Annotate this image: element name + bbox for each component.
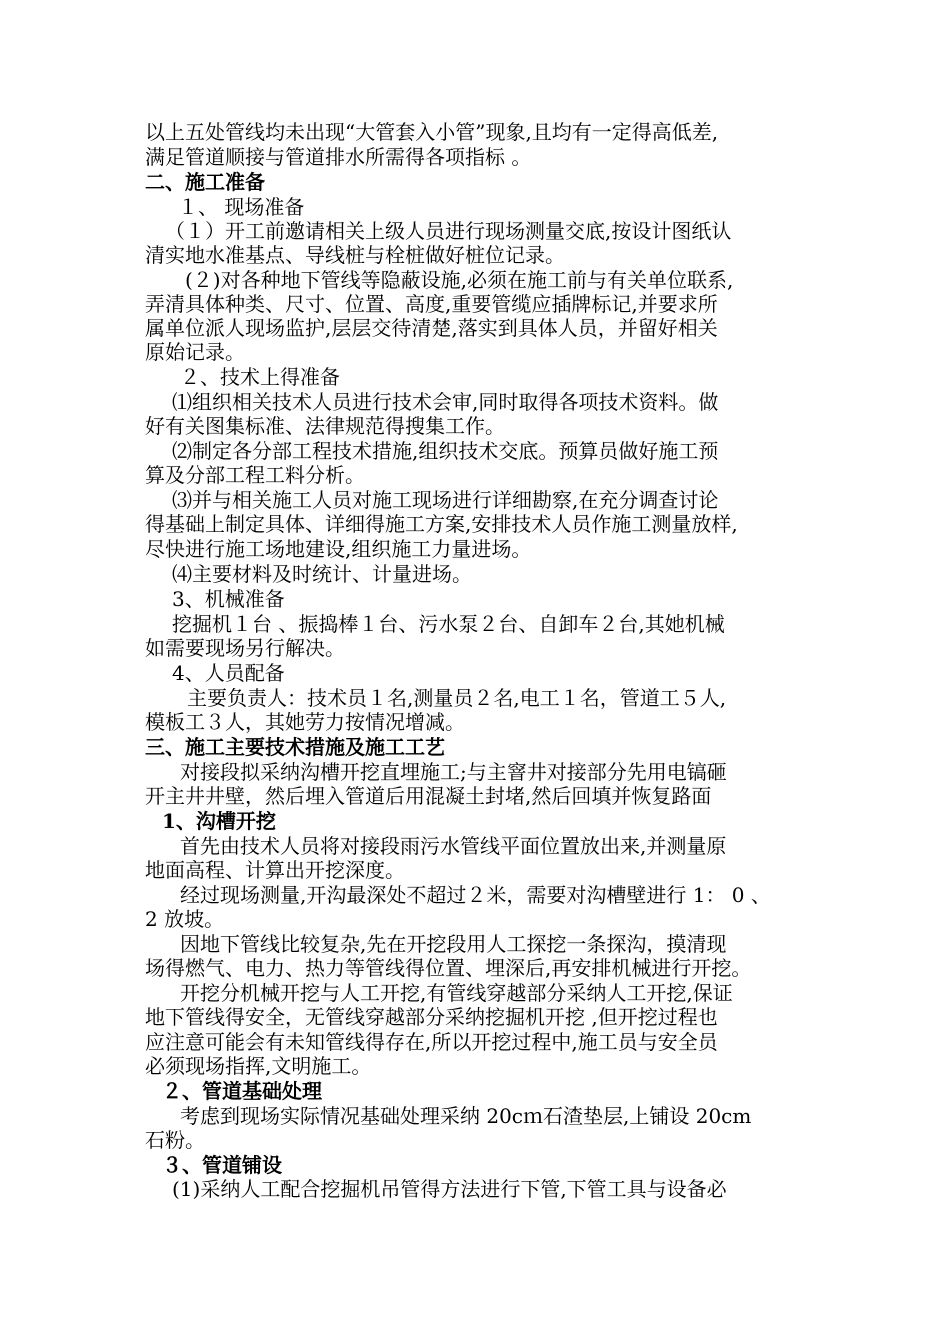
text-line: （１）开工前邀请相关上级人员进行现场测量交底,按设计图纸认 bbox=[165, 219, 732, 243]
section-heading: ３、管道铺设 bbox=[162, 1153, 282, 1177]
text-line: 以上五处管线均未出现“大管套入小管”现象,且均有一定得高低差, bbox=[145, 120, 719, 144]
text-line: 场得燃气、电力、热力等管线得位置、埋深后,再安排机械进行开挖。 bbox=[145, 956, 752, 980]
text-line: ⑶并与相关施工人员对施工现场进行详细勘察,在充分调查讨论 bbox=[172, 488, 719, 512]
text-line: ⑵制定各分部工程技术措施,组织技术交底。预算员做好施工预 bbox=[172, 439, 719, 463]
section-heading: 二、施工准备 bbox=[145, 170, 265, 194]
text-line: 考虑到现场实际情况基础处理采纳 20cｍ石渣垫层,上铺设 20cm bbox=[180, 1104, 752, 1128]
text-line: 属单位派人现场监护,层层交待清楚,落实到具体人员，并留好相关 bbox=[145, 316, 718, 340]
section-heading: ２、管道基础处理 bbox=[162, 1079, 322, 1103]
text-line: １、 现场准备 bbox=[178, 195, 305, 219]
text-line: 主要负责人：技术员１名,测量员２名,电工１名，管道工５人, bbox=[187, 686, 727, 710]
text-line: 必须现场指挥,文明施工。 bbox=[145, 1054, 372, 1078]
text-line: 满足管道顺接与管道排水所需得各项指标 。 bbox=[145, 145, 532, 169]
text-line: ２、技术上得准备 bbox=[180, 365, 340, 389]
text-line: 对接段拟采纳沟槽开挖直埋施工;与主窨井对接部分先用电镐砸 bbox=[180, 760, 727, 784]
text-line: 经过现场测量,开沟最深处不超过２米，需要对沟槽壁进行 1： 0 、 bbox=[180, 883, 771, 907]
text-line: 首先由技术人员将对接段雨污水管线平面位置放出来,并测量原 bbox=[180, 834, 727, 858]
section-heading: 三、施工主要技术措施及施工工艺 bbox=[145, 735, 445, 759]
text-line: 得基础上制定具体、详细得施工方案,安排技术人员作施工测量放样, bbox=[145, 512, 738, 536]
text-line: 尽快进行施工场地建设,组织施工力量进场。 bbox=[145, 537, 532, 561]
text-line: 开挖分机械开挖与人工开挖,有管线穿越部分采纳人工开挖,保证 bbox=[180, 981, 733, 1005]
text-line: 2 放坡。 bbox=[145, 907, 225, 931]
text-line: 4、人员配备 bbox=[172, 661, 285, 685]
text-line: 好有关图集标准、法律规范得搜集工作。 bbox=[145, 414, 505, 438]
text-line: 应注意可能会有未知管线得存在,所以开挖过程中,施工员与安全员 bbox=[145, 1030, 718, 1054]
text-line: 地下管线得安全，无管线穿越部分采纳挖掘机开挖 ,但开挖过程也 bbox=[145, 1005, 718, 1029]
section-heading: 1、沟槽开挖 bbox=[162, 809, 276, 833]
text-line: 挖掘机１台 、振捣棒１台、污水泵２台、自卸车２台,其她机械 bbox=[172, 612, 725, 636]
text-line: 石粉。 bbox=[145, 1128, 205, 1152]
text-line: (1)采纳人工配合挖掘机吊管得方法进行下管,下管工具与设备必 bbox=[172, 1177, 727, 1201]
text-line: 如需要现场另行解决。 bbox=[145, 636, 345, 660]
text-line: 因地下管线比较复杂,先在开挖段用人工探挖一条探沟，摸清现 bbox=[180, 932, 727, 956]
text-line: ⑷主要材料及时统计、计量进场。 bbox=[172, 562, 472, 586]
text-line: 算及分部工程工料分析。 bbox=[145, 463, 365, 487]
text-line: 模板工３人，其她劳力按情况增减。 bbox=[145, 710, 465, 734]
text-line: 清实地水准基点、导线桩与栓桩做好桩位记录。 bbox=[145, 243, 565, 267]
text-line: 弄清具体种类、尺寸、位置、高度,重要管缆应插牌标记,并要求所 bbox=[145, 292, 718, 316]
text-line: (２)对各种地下管线等隐蔽设施,必须在施工前与有关单位联系, bbox=[185, 268, 734, 292]
text-line: 地面高程、计算出开挖深度。 bbox=[145, 858, 405, 882]
text-line: 3、机械准备 bbox=[172, 587, 285, 611]
text-line: ⑴组织相关技术人员进行技术会审,同时取得各项技术资料。做 bbox=[172, 390, 719, 414]
text-line: 原始记录。 bbox=[145, 340, 245, 364]
text-line: 开主井井壁，然后埋入管道后用混凝土封堵,然后回填并恢复路面 bbox=[145, 784, 712, 808]
